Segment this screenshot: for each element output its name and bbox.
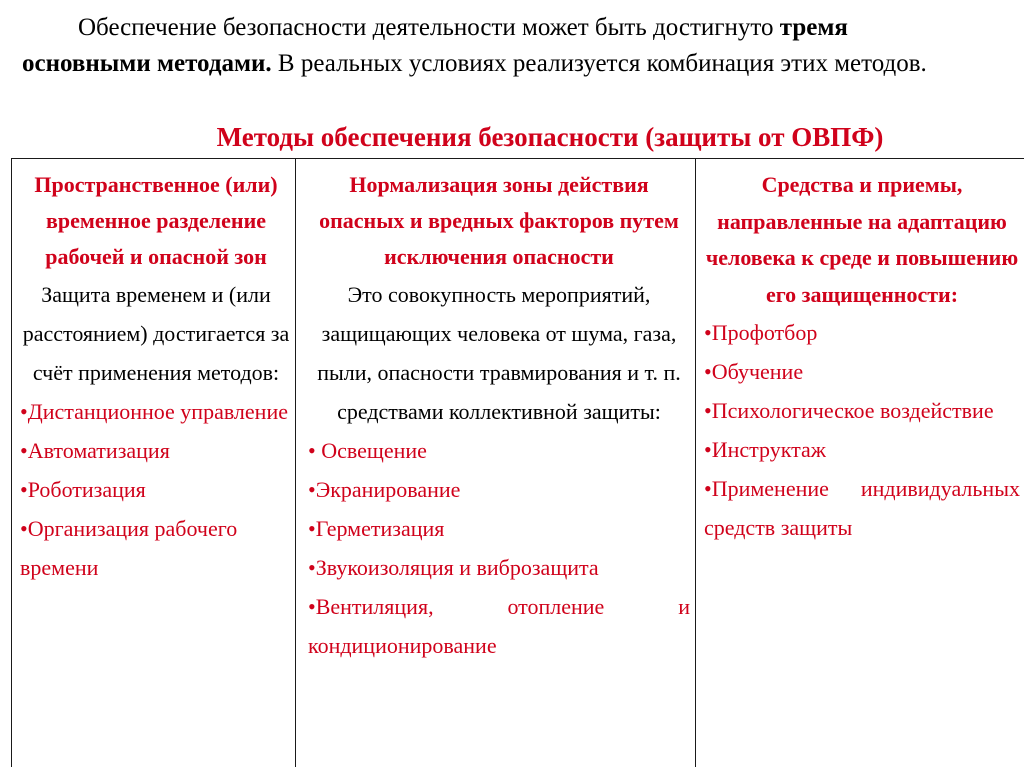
column-title: Нормализация зоны действия опасных и вредных факторов путем исключения опасности [319, 172, 679, 269]
list-item: •Психологическое воздействие [704, 398, 994, 423]
list-item: •Роботизация [20, 477, 146, 502]
column-normalization [308, 167, 690, 665]
methods-table [11, 158, 1024, 767]
method-list [308, 431, 690, 665]
method-list [704, 313, 1020, 547]
column-divider [295, 159, 296, 767]
list-item: •Звукоизоляция и виброзащита [308, 555, 599, 580]
column-title: Средства и приемы, направленные на адаптацию человека к среде и повышению его защищенности: [705, 172, 1019, 307]
column-description: Это совокупность мероприятий, защищающих человека от шума, газа, пыли, опасности травмирования и т. п. средствами коллективной защиты: [317, 282, 681, 424]
list-item: •Обучение [704, 359, 804, 384]
list-item: •Профотбор [704, 320, 818, 345]
column-separation [20, 167, 292, 587]
list-item: • Освещение [308, 438, 427, 463]
list-item: •Вентиляция, отопление и кондиционирование [308, 594, 690, 658]
intro-text [22, 10, 982, 82]
column-description: Защита временем и (или расстоянием) достигается за счёт применения методов: [22, 282, 290, 385]
method-list [20, 392, 292, 587]
column-divider [695, 159, 696, 767]
list-item: •Инструктаж [704, 437, 826, 462]
list-item: •Организация рабочего времени [20, 516, 238, 580]
list-item: •Герметизация [308, 516, 445, 541]
list-item: •Применение индивидуальных средств защиты [704, 476, 1020, 540]
intro-text-part1: Обеспечение безопасности деятельности может быть достигнуто [78, 14, 780, 41]
list-item: •Дистанционное управление [20, 399, 288, 424]
column-title: Пространственное (или) временное разделение рабочей и опасной зон [34, 172, 278, 269]
list-item: •Автоматизация [20, 438, 170, 463]
list-item: •Экранирование [308, 477, 461, 502]
intro-text-part2: В реальных условиях реализуется комбинация этих методов. [271, 50, 927, 77]
intro-text-bold: тремя основными методами. [22, 14, 848, 77]
column-adaptation [704, 167, 1020, 547]
table-heading: Методы обеспечения безопасности (защиты от ОВПФ) [216, 122, 884, 152]
intro-paragraph [22, 10, 982, 82]
